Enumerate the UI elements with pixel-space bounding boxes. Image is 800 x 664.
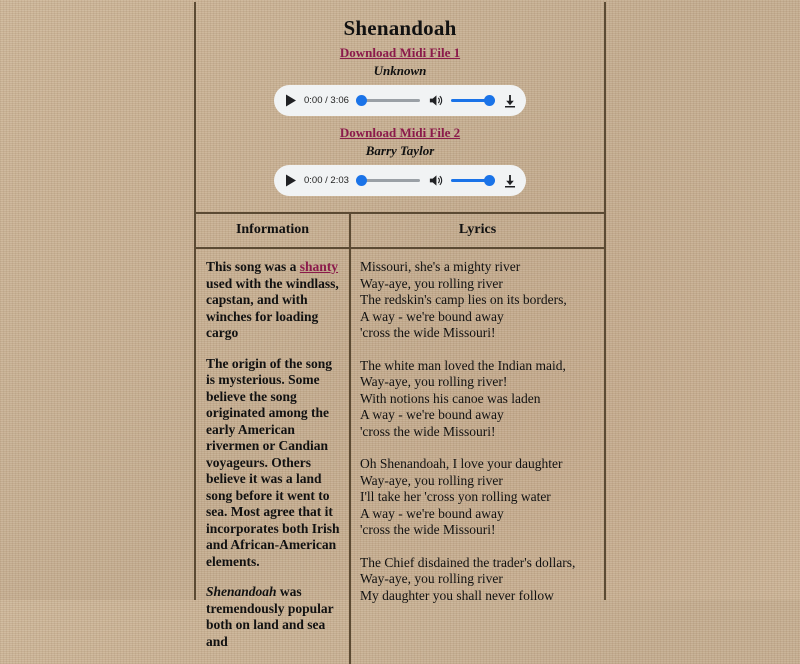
lyrics-line: A way - we're bound away — [360, 308, 504, 324]
info-paragraph-2: The origin of the song is mysterious. Some believe the song originated among the early American rivermen or Candian voyageurs. Others believe it was a land song before it went to sea. Most agree that it incorporates both Irish and African-American elements. — [206, 355, 340, 569]
lyrics-line: Way-aye, you rolling river! — [360, 374, 508, 389]
lyrics-verse — [360, 358, 596, 441]
audio-player-2[interactable] — [274, 165, 526, 196]
lyrics-header: Lyrics — [351, 214, 604, 249]
lyrics-line: Way-aye, you rolling river — [360, 275, 503, 291]
lyrics-line: Way-aye, you rolling river — [360, 472, 503, 488]
volume-knob[interactable] — [484, 95, 495, 106]
information-body — [196, 249, 349, 650]
midi-artist-2: Barry Taylor — [365, 143, 435, 158]
seek-slider-1[interactable] — [356, 94, 420, 108]
lyrics-line: 'cross the wide Missouri! — [360, 423, 496, 439]
info-p3-title: Shenandoah — [206, 584, 277, 599]
play-icon[interactable] — [282, 173, 298, 189]
lyrics-line: Way-aye, you rolling river — [360, 571, 503, 586]
info-p1-text-a: This song was a — [206, 259, 300, 274]
top-panel — [196, 2, 604, 214]
play-icon[interactable] — [282, 93, 298, 109]
info-paragraph-3 — [206, 584, 341, 650]
lyrics-verse — [360, 259, 596, 342]
lyrics-verse — [360, 555, 596, 605]
download-midi-link-2[interactable]: Download Midi File 2 — [339, 125, 461, 140]
lyrics-line: The white man loved the Indian maid, — [360, 357, 566, 373]
midi-entry-2 — [200, 124, 600, 196]
audio-player-1[interactable] — [274, 85, 526, 116]
volume-icon[interactable] — [427, 93, 443, 109]
lyrics-line: A way - we're bound away — [360, 407, 504, 422]
lyrics-line: With notions his canoe was laden — [360, 390, 541, 406]
page-title: Shenandoah — [343, 16, 457, 40]
page-container — [194, 2, 606, 649]
lyrics-line: The redskin's camp lies on its borders, — [360, 292, 567, 307]
midi-artist-1: Unknown — [373, 63, 427, 78]
information-header: Information — [196, 214, 349, 249]
seek-knob[interactable] — [356, 175, 367, 186]
shanty-link[interactable]: shanty — [299, 259, 339, 274]
audio-time-display-2: 0:00 / 2:03 — [304, 175, 349, 186]
volume-icon[interactable] — [427, 173, 443, 189]
info-p3-rest: was tremendously popular both on land and sea and — [206, 584, 334, 649]
download-icon[interactable] — [502, 173, 518, 189]
lyrics-line: A way - we're bound away — [360, 505, 504, 521]
lyrics-column — [351, 214, 604, 664]
lyrics-line: 'cross the wide Missouri! — [360, 522, 496, 537]
audio-time-display-1: 0:00 / 3:06 — [304, 95, 349, 106]
midi-entry-1 — [200, 44, 600, 116]
lyrics-body — [351, 249, 604, 604]
lyrics-line: I'll take her 'cross yon rolling water — [360, 489, 551, 504]
download-midi-link-1[interactable]: Download Midi File 1 — [339, 45, 461, 60]
lyrics-line: Oh Shenandoah, I love your daughter — [360, 456, 563, 471]
lyrics-line: Missouri, she's a mighty river — [360, 259, 521, 274]
info-p1-text-b: used with the windlass, capstan, and with winches for loading cargo — [206, 275, 339, 340]
seek-knob[interactable] — [356, 95, 367, 106]
lyrics-line: The Chief disdained the trader's dollars, — [360, 554, 576, 570]
content-columns — [196, 214, 604, 664]
seek-slider-2[interactable] — [356, 174, 420, 188]
volume-slider-2[interactable] — [451, 174, 495, 188]
lyrics-line: My daughter you shall never follow — [360, 587, 554, 603]
volume-slider-1[interactable] — [451, 94, 495, 108]
lyrics-line: 'cross the wide Missouri! — [360, 325, 496, 340]
lyrics-verse — [360, 456, 596, 539]
download-icon[interactable] — [502, 93, 518, 109]
info-paragraph-1 — [206, 259, 341, 342]
volume-knob[interactable] — [484, 175, 495, 186]
information-column — [196, 214, 351, 664]
